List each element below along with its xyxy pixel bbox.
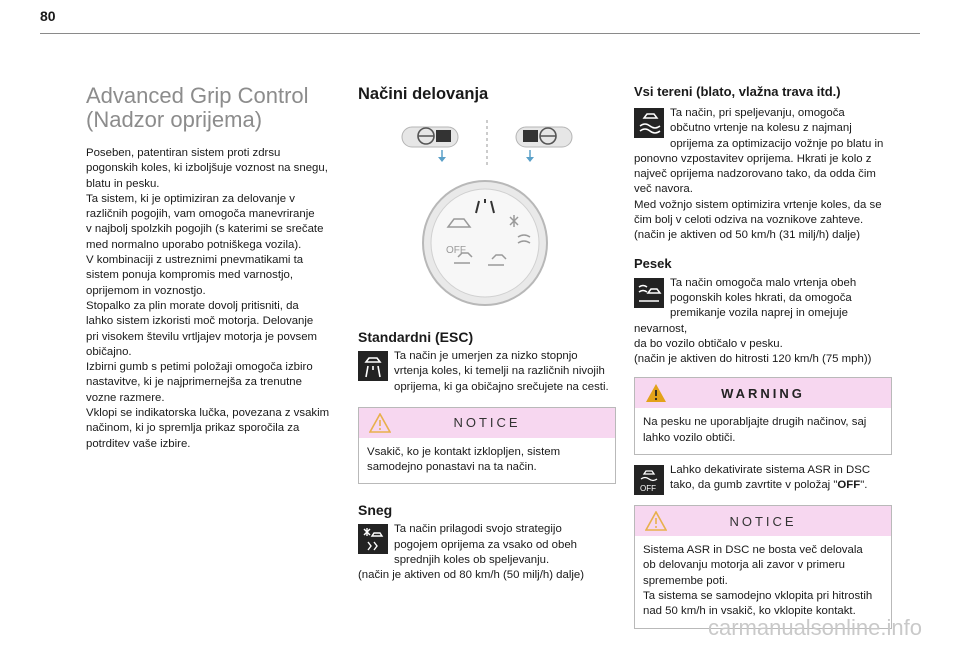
notice-text: Vsakič, ko je kontakt izklopljen, sistem samodejno ponastavi na ta način. <box>367 445 561 474</box>
page-number: 80 <box>40 8 56 24</box>
header-rule <box>40 33 920 34</box>
column-terrain-modes <box>634 84 892 629</box>
column-modes <box>358 84 616 584</box>
allterrain-mode-title: Vsi tereni (blato, vlažna trava itd.) <box>634 84 841 99</box>
snow-mode-title: Sneg <box>358 502 393 519</box>
notice-text-2: Sistema ASR in DSC ne bosta več delovala ob delovanju motorja ali zavor v primeru spremembe poti. Ta sistema se samodejno vklopita pri hitrostih nad 50 km/h in vsakič, ko vklopite kontakt. <box>643 544 873 618</box>
off-mode-text <box>634 463 892 494</box>
standard-mode-text: Ta način je umerjen za nizko stopnjo vrtenja koles, ki temelji na različnih nivojih oprijema, ki ga običajno srečujete na cesti. <box>394 350 609 393</box>
steering-controls-illustration <box>358 114 616 170</box>
warning-label: WARNING <box>721 385 805 401</box>
warning-triangle-icon <box>645 511 667 531</box>
warning-triangle-icon <box>369 413 391 433</box>
allterrain-mode-icon <box>634 108 664 138</box>
modes-title: Načini delovanja <box>358 85 489 103</box>
off-icon-label: OFF <box>640 484 656 494</box>
off-text-after: ". <box>860 479 868 492</box>
column-intro <box>86 84 340 452</box>
warning-text: Na pesku ne uporabljajte drugih načinov, saj lahko vozilo obtiči. <box>643 416 867 444</box>
warning-header <box>635 378 891 408</box>
notice-header-2 <box>635 506 891 536</box>
sand-mode-text: Ta način omogoča malo vrtenja obeh pogonskih koles hkrati, da omogoča premikanje vozila naprej in omejuje nevarnost, da bo vozilo obtičalo v pesku. (način je aktiven do hitrosti 120 km/h (75 mph)) <box>634 276 872 366</box>
standard-mode-icon <box>358 351 388 381</box>
notice-box-2 <box>634 505 892 628</box>
mode-selector-dial <box>358 179 616 307</box>
warning-box <box>634 377 892 455</box>
notice-box <box>358 407 616 485</box>
standard-mode-title: Standardni (ESC) <box>358 329 474 345</box>
sand-mode-title: Pesek <box>634 255 672 271</box>
allterrain-mode-text: Ta način, pri speljevanju, omogoča občutno vrtenje na kolesu z najmanj oprijema za optimizacijo vožnje po blatu in ponovno vzpostavitev oprijema. Hkrati je kolo z največ oprijema nadzorovano tako, da odda čim več navora. Med vožnjo sistem optimizira vrtenje koles, da se čim bolj v celoti odziva na voznikove zahteve. (način je aktiven od 50 km/h (31 milj/h) dalje) <box>634 107 884 242</box>
title-line-2: (Nadzor oprijema) <box>86 107 263 132</box>
watermark: carmanualsonline.info <box>707 615 922 640</box>
notice-label: NOTICE <box>453 415 521 431</box>
off-mode-icon <box>634 465 664 495</box>
snow-mode-text: Ta način prilagodi svojo strategijo pogojem oprijema za vsako od obeh sprednjih koles ob speljevanju. (način je aktiven od 80 km/h (50 milj/h) dalje) <box>358 523 585 582</box>
section-title <box>86 84 340 132</box>
intro-text: Poseben, patentiran sistem proti zdrsu pogonskih koles, ki izboljšuje voznost na snegu, blatu in pesku. Ta sistem, ki je optimiziran za delovanje v različnih pogojih, vam omogoča manevriranje v najbolj spolzkih pogojih (s katerimi se srečate med normalno uporabo potniškega vozila). V kombinaciji z ustreznimi pnevmatikami ta sistem ponuja kompromis med varnostjo, oprijemom in voznostjo. Stopalko za plin morate dovolj pritisniti, da lahko sistem izkoristi moč motorja. Delovanje pri visokem številu vrtljajev motorja je povsem običajno. Izbirni gumb s petimi položaji omogoča izbiro nastavitve, ki je najprimernejša za trenutne vozne razmere. Vklopi se indikatorska lučka, povezana z vsakim načinom, ki jo spremlja prikaz sporočila za potrditev vaše izbire. <box>86 147 330 450</box>
sand-mode-icon <box>634 278 664 308</box>
warning-triangle-icon <box>645 383 667 403</box>
off-position-word: OFF <box>837 479 861 492</box>
title-line-1: Advanced Grip Control <box>86 83 309 108</box>
dial-off-label: OFF <box>446 245 466 256</box>
notice-label-2: NOTICE <box>729 513 797 529</box>
notice-header <box>359 408 615 438</box>
off-text-before: Lahko dekativirate sistema ASR in DSC tako, da gumb zavrtite v položaj " <box>670 464 871 492</box>
snow-mode-icon <box>358 524 388 554</box>
